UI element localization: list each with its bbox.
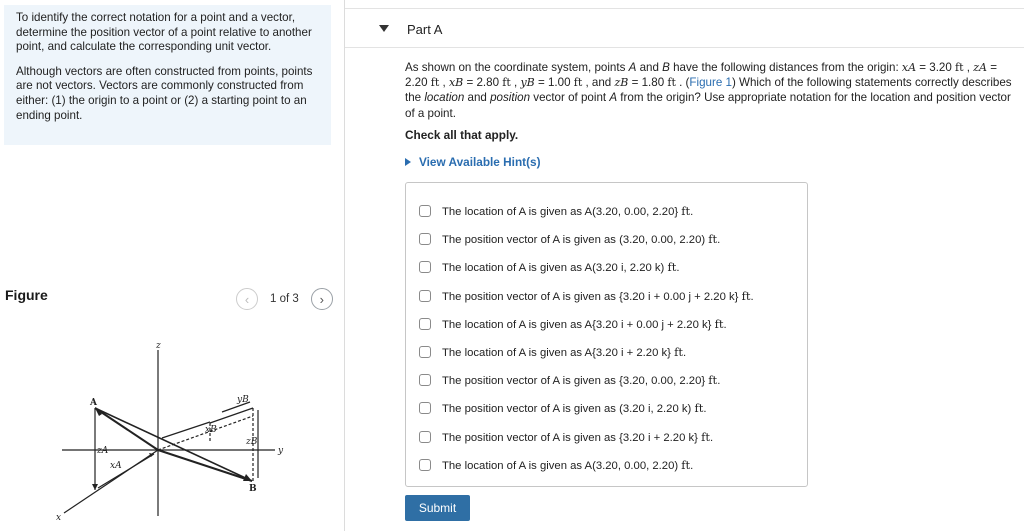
hints-label: View Available Hint(s) <box>419 155 541 169</box>
checkbox[interactable] <box>419 261 431 273</box>
figure-link[interactable]: Figure 1 <box>689 76 732 90</box>
xb-label: xB <box>205 425 217 435</box>
xb-line <box>210 408 253 423</box>
right-panel <box>345 0 1024 531</box>
checkbox[interactable] <box>419 431 431 443</box>
intro-box <box>4 5 331 145</box>
x-label: x <box>56 513 62 523</box>
left-panel <box>0 0 345 531</box>
view-hints-link[interactable] <box>405 155 541 169</box>
answer-options <box>405 182 808 487</box>
xa-dimension <box>98 454 154 488</box>
option-9[interactable]: The position vector of A is given as {3.20 i + 2.20 k} ft. <box>419 423 807 451</box>
checkbox[interactable] <box>419 318 431 330</box>
option-7[interactable]: The position vector of A is given as {3.20, 0.00, 2.20} ft. <box>419 366 807 394</box>
option-1[interactable]: The location of A is given as A(3.20, 0.00, 2.20} ft. <box>419 197 807 225</box>
intro-paragraph-2: Although vectors are often constructed from points, points are not vectors. Vectors are commonly constructed from either: (1) the origin to a point or (2) a starting point to an ending point. <box>16 64 313 122</box>
checkbox[interactable] <box>419 233 431 245</box>
option-10[interactable]: The location of A is given as A(3.20, 0.00, 2.20) ft. <box>419 451 807 479</box>
xa-label: xA <box>110 461 122 471</box>
option-8[interactable]: The position vector of A is given as (3.20 i, 2.20 k) ft. <box>419 394 807 422</box>
checkbox[interactable] <box>419 205 431 217</box>
point-a-label: A <box>90 398 97 408</box>
part-a-header[interactable] <box>345 8 1024 48</box>
figure-label: Figure <box>5 287 48 303</box>
checkbox[interactable] <box>419 346 431 358</box>
option-3[interactable]: The location of A is given as A(3.20 i, 2.20 k) ft. <box>419 253 807 281</box>
check-all-instruction: Check all that apply. <box>405 128 519 142</box>
y-label: y <box>278 446 284 456</box>
point-b-label: B <box>249 484 257 494</box>
question-text: As shown on the coordinate system, points A and B have the following distances from the origin: xA = 3.20 ft , zA = 2.20 ft , xB = 2.80 ft , yB = 1.00 ft , and zB = 1.80 ft . (Figure 1) Which of the following statements correctly describes the location and position vector of point A from the origin? Use appropriate notation for the location and position vector of a point. <box>405 61 1012 120</box>
option-4[interactable]: The position vector of A is given as {3.20 i + 0.00 j + 2.20 k} ft. <box>419 282 807 310</box>
xb-dimension <box>162 422 210 438</box>
coordinate-figure <box>50 338 300 528</box>
caret-down-icon[interactable] <box>379 25 389 32</box>
caret-right-icon <box>405 158 411 166</box>
option-6[interactable]: The location of A is given as A{3.20 i + 2.20 k} ft. <box>419 338 807 366</box>
checkbox[interactable] <box>419 402 431 414</box>
z-label: z <box>156 341 161 351</box>
chevron-left-icon[interactable]: ‹ <box>236 288 258 310</box>
figure-page-counter: 1 of 3 <box>270 293 299 305</box>
submit-button[interactable]: Submit <box>405 495 470 521</box>
checkbox[interactable] <box>419 290 431 302</box>
chevron-right-icon[interactable]: › <box>311 288 333 310</box>
option-2[interactable]: The position vector of A is given as (3.20, 0.00, 2.20) ft. <box>419 225 807 253</box>
checkbox[interactable] <box>419 374 431 386</box>
vector-oa <box>95 408 158 450</box>
yb-label: yB <box>237 395 249 405</box>
zb-label: zB <box>246 437 258 447</box>
intro-paragraph-1: To identify the correct notation for a point and a vector, determine the position vector of a point relative to another point, and calculate the corresponding unit vector. <box>16 11 312 54</box>
checkbox[interactable] <box>419 459 431 471</box>
figure-pager <box>236 288 333 310</box>
vector-ob <box>158 450 252 481</box>
za-label: zA <box>97 446 109 456</box>
part-title: Part A <box>407 22 443 37</box>
option-5[interactable]: The location of A is given as A{3.20 i + 0.00 j + 2.20 k} ft. <box>419 310 807 338</box>
